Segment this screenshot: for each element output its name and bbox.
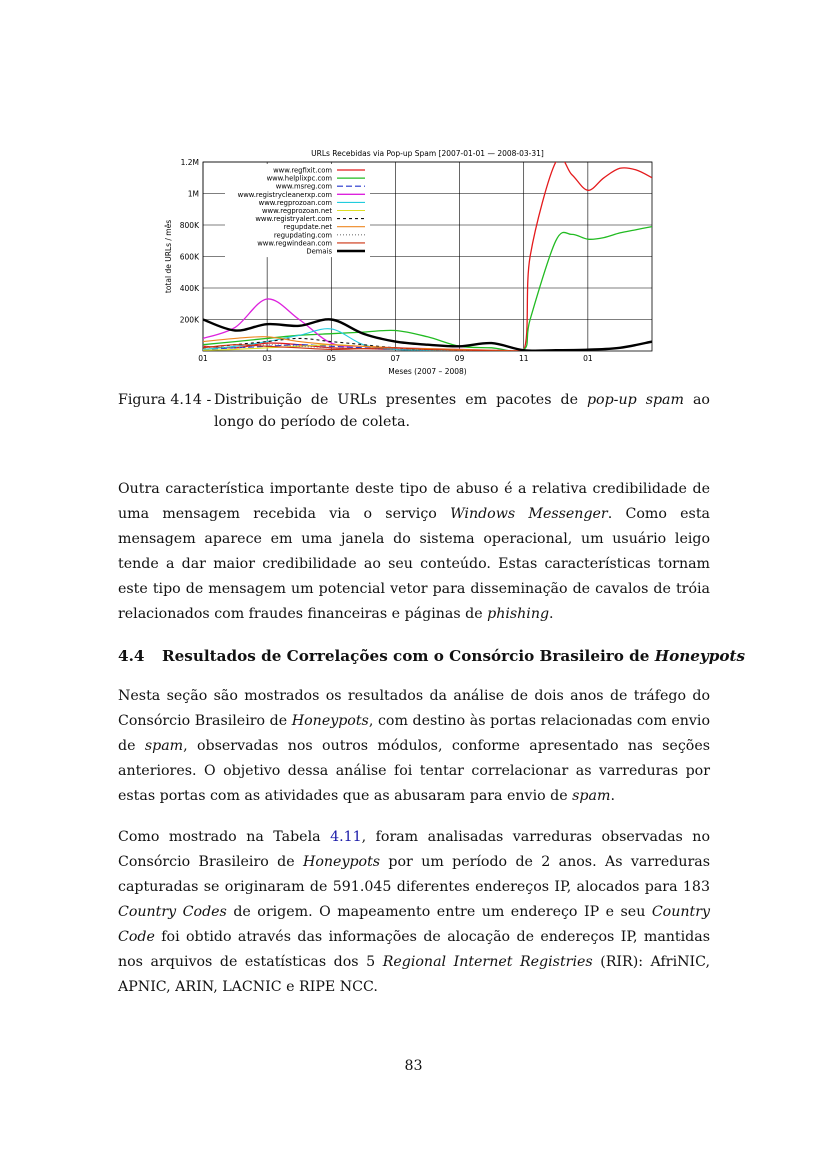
legend-label: www.regprozoan.net: [262, 207, 332, 215]
y-tick-label: 1.2M: [180, 158, 199, 167]
urls-line-chart: [150, 140, 670, 382]
y-tick-label: 200K: [179, 315, 199, 325]
legend-label: www.registrycleanerxp.com: [237, 190, 332, 199]
legend-label: www.registryalert.com: [255, 215, 332, 224]
section-title-italic: Honeypots: [654, 647, 746, 665]
figure-label: Figura 4.14 -: [118, 392, 212, 408]
legend-label: regupdating.com: [273, 231, 332, 240]
figure-caption-text: Distribuição de URLs presentes em pacotes de pop-up spam ao longo do período de coleta.: [214, 392, 710, 430]
section-title: Resultados de Correlações com o Consórcio Brasileiro de: [162, 647, 655, 665]
legend-label: www.regwindean.com: [257, 239, 332, 248]
legend-label: www.msreg.com: [275, 182, 332, 191]
x-tick-label: 05: [326, 354, 337, 363]
paragraph-section-intro: Nesta seção são mostrados os resultados da análise de dois anos de tráfego do Consórcio Brasileiro de Honeypots, com destino às portas relacionadas com envio de spam, observadas nos outros módulos, conforme apresentado nas seções anteriores. O objetivo dessa análise foi tentar correlacionar as varreduras por estas portas com as atividades que as abusaram para envio de spam.: [118, 688, 711, 804]
section-heading: [118, 645, 746, 667]
y-tick-label: 600K: [179, 252, 199, 262]
chart-title: URLs Recebidas via Pop-up Spam [2007-01-01 — 2008-03-31]: [311, 149, 544, 158]
x-tick-label: 03: [262, 354, 272, 363]
legend-label: www.helplixpc.com: [266, 174, 332, 183]
paragraph-scan-analysis: Como mostrado na Tabela 4.11, foram analisadas varreduras observadas no Consórcio Brasileiro de Honeypots por um período de 2 anos. As varreduras capturadas se originaram de 591.045 diferentes endereços IP, alocados para 183 Country Codes de origem. O mapeamento entre um endereço IP e seu Country Code foi obtido através das informações de alocação de endereços IP, mantidas nos arquivos de estatísticas dos 5 Regional Internet Registries (RIR): AfriNIC, APNIC, ARIN, LACNIC e RIPE NCC.: [118, 829, 711, 995]
legend-label: www.regfixit.com: [273, 166, 332, 175]
paragraph-credibility: Outra característica importante deste tipo de abuso é a relativa credibilidade de uma mensagem recebida via o serviço Windows Messenger. Como esta mensagem aparece em uma janela do sistema operacional, um usuário leigo tende a dar maior credibilidade ao seu conteúdo. Estas características tornam este tipo de mensagem um potencial vetor para disseminação de cavalos de tróia relacionados com fraudes financeiras e páginas de phishing.: [118, 481, 710, 622]
y-tick-label: 800K: [179, 221, 199, 230]
x-tick-label: 01: [583, 354, 593, 363]
section-number: 4.4: [118, 647, 145, 665]
y-axis-label: total de URLs / mês: [164, 219, 173, 294]
y-tick-label: 1M: [187, 189, 199, 199]
x-tick-label: 07: [390, 354, 401, 363]
figure-caption: [118, 389, 710, 433]
page-number: 83: [404, 1058, 423, 1074]
legend-label: Demais: [306, 247, 332, 256]
legend-label: regupdate.net: [283, 223, 332, 232]
x-tick-label: 11: [518, 354, 529, 363]
x-axis-label: Meses (2007 – 2008): [388, 367, 467, 376]
x-tick-label: 01: [198, 354, 208, 363]
legend-label: www.regprozoan.com: [258, 198, 332, 207]
x-tick-label: 09: [454, 354, 465, 363]
y-tick-label: 400K: [179, 284, 199, 293]
table-reference-link[interactable]: 4.11: [330, 829, 362, 845]
